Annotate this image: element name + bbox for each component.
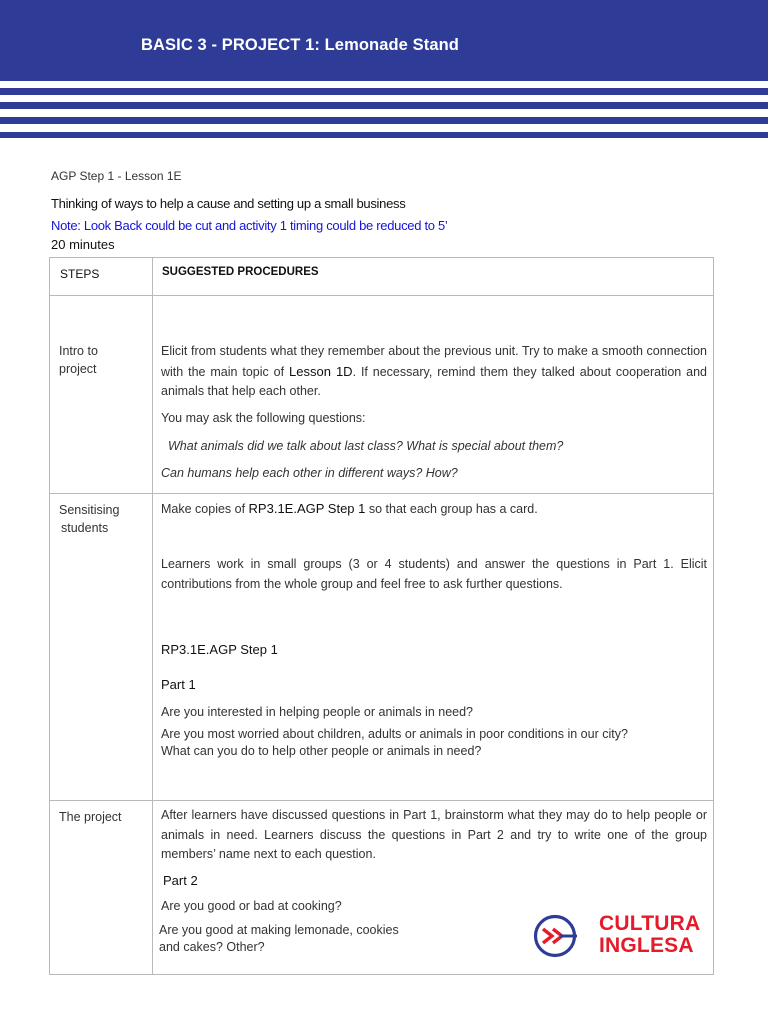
question-item: Are you most worried about children, adults or animals in poor conditions in our city? [161,727,628,741]
question-item: Are you interested in helping people or animals in need? [161,705,474,719]
step-label: students [61,521,109,535]
double-chevron-logo-icon [533,914,577,958]
lesson-reference: Lesson 1D [289,363,353,379]
question-item: What can you do to help other people or animals in need? [161,744,482,758]
step-cell [50,494,153,801]
header-stripe [0,117,768,124]
procedures-header: SUGGESTED PROCEDURES [162,266,319,278]
question-item: Are you good at making lemonade, cookies [159,923,399,937]
step-cell [50,801,153,975]
card-reference: RP3.1E.AGP Step 1 [248,501,366,516]
logo-line: CULTURA [599,912,701,935]
procedures-table [49,257,714,975]
card-title: RP3.1E.AGP Step 1 [161,642,278,657]
question-item: Are you good or bad at cooking? [161,899,342,913]
table-row [50,494,714,801]
header-cell-procedures [153,258,714,296]
header-banner [0,0,768,81]
procedure-paragraph: Learners work in small groups (3 or 4 students) and answer the questions in Part 1. Elicit contributions from the whole group and feel free to ask further questions. [161,557,707,591]
step-label: Intro to [59,344,98,358]
lesson-subtitle: Thinking of ways to help a cause and setting up a small business [51,196,406,211]
teacher-note: Note: Look Back could be cut and activity 1 timing could be reduced to 5’ [51,218,448,233]
cultura-inglesa-logo [533,913,708,961]
procedure-cell [153,494,714,801]
step-label: The project [59,810,122,824]
page-title: BASIC 3 - PROJECT 1: Lemonade Stand [141,36,459,54]
part-heading: Part 2 [163,873,198,888]
step-label: Sensitising [59,503,120,517]
procedure-paragraph: Make copies of RP3.1E.AGP Step 1 so that each group has a card. [161,501,538,516]
part-heading: Part 1 [161,677,196,692]
question-item: What animals did we talk about last class? What is special about them? [168,439,564,453]
header-stripe [0,132,768,138]
table-row [50,296,714,494]
step-cell [50,296,153,494]
logo-text [599,913,700,957]
procedure-cell [153,296,714,494]
question-item: and cakes? Other? [159,940,265,954]
step-label: project [59,362,97,376]
procedure-paragraph: You may ask the following questions: [161,411,366,425]
procedure-paragraph: Elicit from students what they remember about the previous unit. Try to make a smooth connection with the main topic of Lesson 1D. If necessary, remind them they talked about cooperation and animals that help each other. [161,344,707,398]
logo-line: INGLESA [599,934,694,957]
duration: 20 minutes [51,237,115,252]
procedure-paragraph: After learners have discussed questions in Part 1, brainstorm what they may do to help people or animals in need. Learners discuss the questions in Part 2 and try to write one of the group members’ name next to each question. [161,808,707,861]
header-stripe [0,88,768,95]
lesson-step: AGP Step 1 - Lesson 1E [51,169,182,183]
table-header-row [50,258,714,296]
header-cell-steps [50,258,153,296]
question-item: Can humans help each other in different ways? How? [161,466,458,480]
header-stripe [0,102,768,109]
steps-header: STEPS [60,267,100,281]
